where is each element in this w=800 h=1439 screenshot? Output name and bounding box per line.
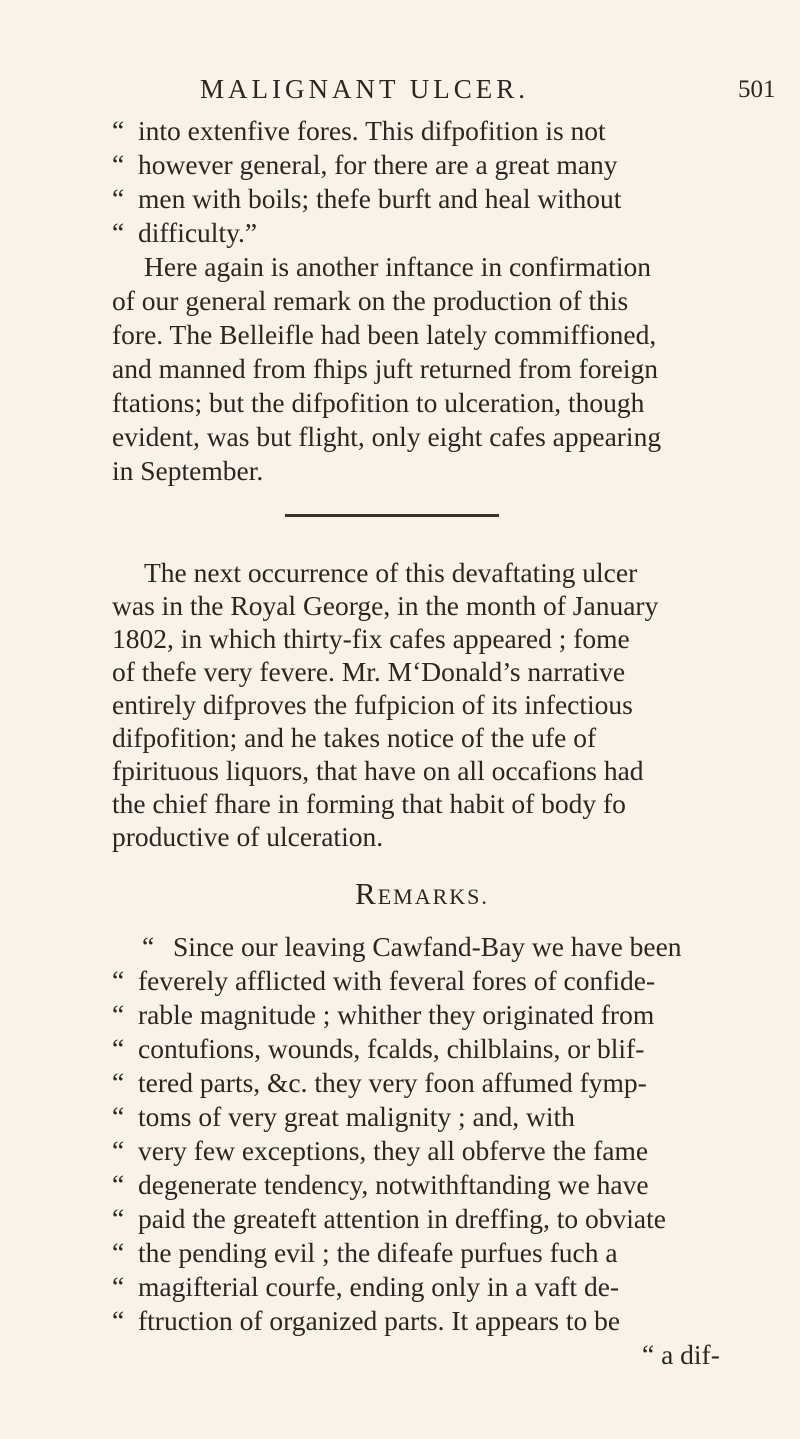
- text-line: ftruction of organized parts. It appears to be: [138, 1305, 621, 1336]
- text-line: difpofition; and he takes notice of the ufe of: [112, 722, 597, 753]
- text-line: magifterial courfe, ending only in a vaft de-: [138, 1271, 620, 1302]
- text-line: rable magnitude ; whither they originated from: [138, 999, 655, 1030]
- quote-mark: “: [112, 1203, 125, 1234]
- text-line: of thefe very fevere. Mr. M‘Donald’s narrative: [112, 656, 626, 687]
- text-line: of our general remark on the production of this: [112, 285, 629, 316]
- text-line: paid the greateft attention in dreffing, to obviate: [138, 1203, 666, 1234]
- quote-mark: “: [112, 1237, 125, 1268]
- text-line: was in the Royal George, in the month of January: [112, 590, 659, 621]
- text-line: the pending evil ; the difeafe purfues fuch a: [138, 1237, 618, 1268]
- text-line: ftations; but the difpofition to ulceration, though: [112, 387, 645, 418]
- quote-mark: “: [142, 931, 155, 962]
- page-number: 501: [738, 76, 776, 103]
- catchword: “ a dif-: [642, 1339, 720, 1370]
- quote-mark: “: [112, 1135, 125, 1166]
- quote-mark: “: [112, 149, 125, 180]
- text-line: entirely difproves the fufpicion of its infectious: [112, 689, 633, 720]
- quote-mark: “: [112, 183, 125, 214]
- text-line: feverely afflicted with feveral fores of confide-: [138, 965, 656, 996]
- text-line: fpirituous liquors, that have on all occafions had: [112, 755, 644, 786]
- text-line: into extenfive fores. This difpofition is not: [138, 115, 606, 146]
- text-line: Since our leaving Cawfand-Bay we have been: [173, 931, 682, 962]
- text-line: degenerate tendency, notwithftanding we have: [138, 1169, 649, 1200]
- quote-mark: “: [112, 1033, 125, 1064]
- text-line: evident, was but flight, only eight cafes appearing: [112, 421, 662, 452]
- text-line: the chief fhare in forming that habit of body fo: [112, 788, 626, 819]
- quote-mark: “: [112, 999, 125, 1030]
- text-line: Here again is another inftance in confirmation: [144, 251, 652, 282]
- quote-mark: “: [112, 1067, 125, 1098]
- text-line: however general, for there are a great many: [138, 149, 618, 180]
- quote-mark: “: [112, 1101, 125, 1132]
- text-line: in September.: [112, 455, 264, 486]
- text-line: 1802, in which thirty-fix cafes appeared ; fome: [112, 623, 630, 654]
- text-line: contufions, wounds, fcalds, chilblains, or blif-: [138, 1033, 645, 1064]
- text-line: The next occurrence of this devaftating ulcer: [144, 557, 638, 588]
- text-line: tered parts, &c. they very foon affumed fymp-: [138, 1067, 647, 1098]
- quote-mark: “: [112, 217, 125, 248]
- section-divider: [285, 514, 499, 517]
- running-title: MALIGNANT ULCER.: [200, 74, 529, 104]
- text-line: toms of very great malignity ; and, with: [138, 1101, 575, 1132]
- text-line: very few exceptions, they all obferve the fame: [138, 1135, 649, 1166]
- remarks-heading: [355, 876, 489, 912]
- quote-mark: “: [112, 1169, 125, 1200]
- text-line: difficulty.”: [138, 217, 258, 248]
- text-line: men with boils; thefe burft and heal without: [138, 183, 622, 214]
- quote-mark: “: [112, 1271, 125, 1302]
- remarks-heading-rest: EMARKS.: [377, 884, 489, 909]
- remarks-heading-initial: R: [355, 876, 378, 911]
- quote-mark: “: [112, 965, 125, 996]
- text-line: productive of ulceration.: [112, 821, 384, 852]
- text-line: and manned from fhips juft returned from foreign: [112, 353, 659, 384]
- quote-mark: “: [112, 1305, 125, 1336]
- text-line: fore. The Belleifle had been lately commiffioned,: [112, 319, 657, 350]
- page-header: [0, 74, 800, 114]
- quote-mark: “: [112, 115, 125, 146]
